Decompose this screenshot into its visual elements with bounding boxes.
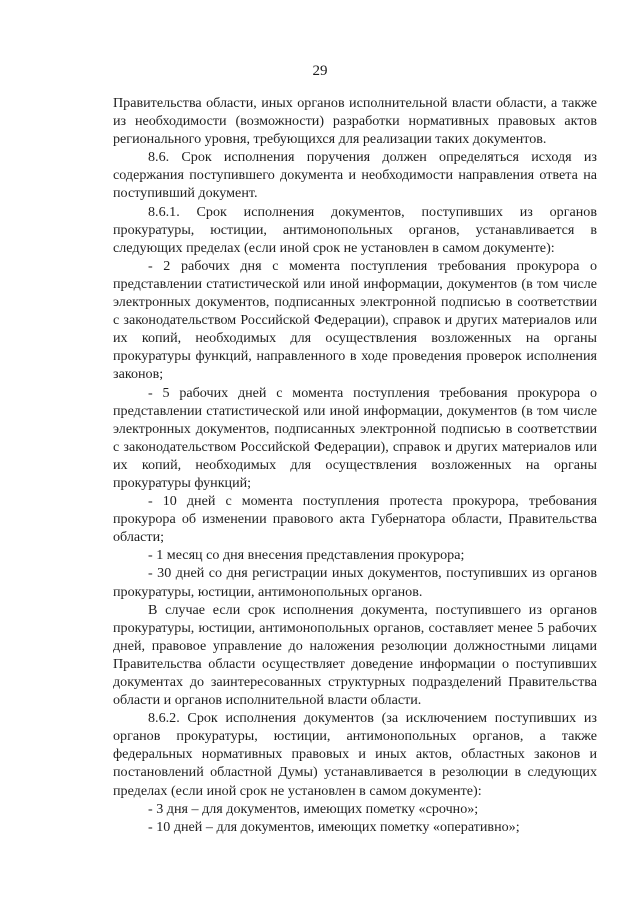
paragraph-short-deadline: В случае если срок исполнения документа, поступившего из органов прокуратуры, юстиции, антимонопольных органов, составляет менее 5 рабочих дней, правовое управление до наложения резолюции должностными лицами Правительства области осуществляет доведение информации о поступивших документах до заинтересованных структурных подразделений Правительства области и органов исполнительной власти области.: [113, 601, 597, 709]
list-item: - 2 рабочих дня с момента поступления требования прокурора о представлении статистической или иной информации, документов (в том числе электронных документов, подписанных электронной подписью в соответствии с законодательством Российской Федерации), справок и других материалов или их копий, необходимых для осуществления возложенных на органы прокуратуры функций, направленного в ходе проведения проверок исполнения законов;: [113, 257, 597, 383]
paragraph-8-6-1: 8.6.1. Срок исполнения документов, поступивших из органов прокуратуры, юстиции, антимонопольных органов, устанавливается в следующих пределах (если иной срок не установлен в самом документе):: [113, 203, 597, 256]
page-number: 29: [312, 63, 328, 79]
list-item: - 10 дней с момента поступления протеста прокурора, требования прокурора об изменении правового акта Губернатора области, Правительства области;: [113, 493, 597, 546]
list-item: - 3 дня – для документов, имеющих пометку «срочно»;: [148, 800, 479, 817]
paragraph-8-6-2: 8.6.2. Срок исполнения документов (за исключением поступивших из органов прокуратуры, юстиции, антимонопольных органов, а также федеральных нормативных правовых и иных актов, областных законов и постановлений областной Думы) устанавливается в резолюции в следующих пределах (если иной срок не установлен в самом документе):: [113, 710, 597, 799]
paragraph-continuation: Правительства области, иных органов исполнительной власти области, а также из необходимости (возможности) разработки нормативных правовых актов регионального уровня, требующихся для реализации таких документов.: [113, 95, 597, 148]
list-item: - 30 дней со дня регистрации иных документов, поступивших из органов прокуратуры, юстиции, антимонопольных органов.: [113, 565, 597, 600]
list-item: - 5 рабочих дней с момента поступления требования прокурора о представлении статистической или иной информации, документов (в том числе электронных документов, подписанных электронной подписью в соответствии с законодательством Российской Федерации), справок и других материалов или их копий, необходимых для осуществления возложенных на органы прокуратуры функций;: [113, 384, 597, 491]
paragraph-8-6: 8.6. Срок исполнения поручения должен определяться исходя из содержания поступившего документа и необходимости направления ответа на поступивший документ.: [113, 149, 597, 202]
document-body: [113, 94, 597, 836]
list-item: - 1 месяц со дня внесения представления прокурора;: [148, 547, 465, 564]
list-item: - 10 дней – для документов, имеющих пометку «оперативно»;: [148, 818, 520, 835]
